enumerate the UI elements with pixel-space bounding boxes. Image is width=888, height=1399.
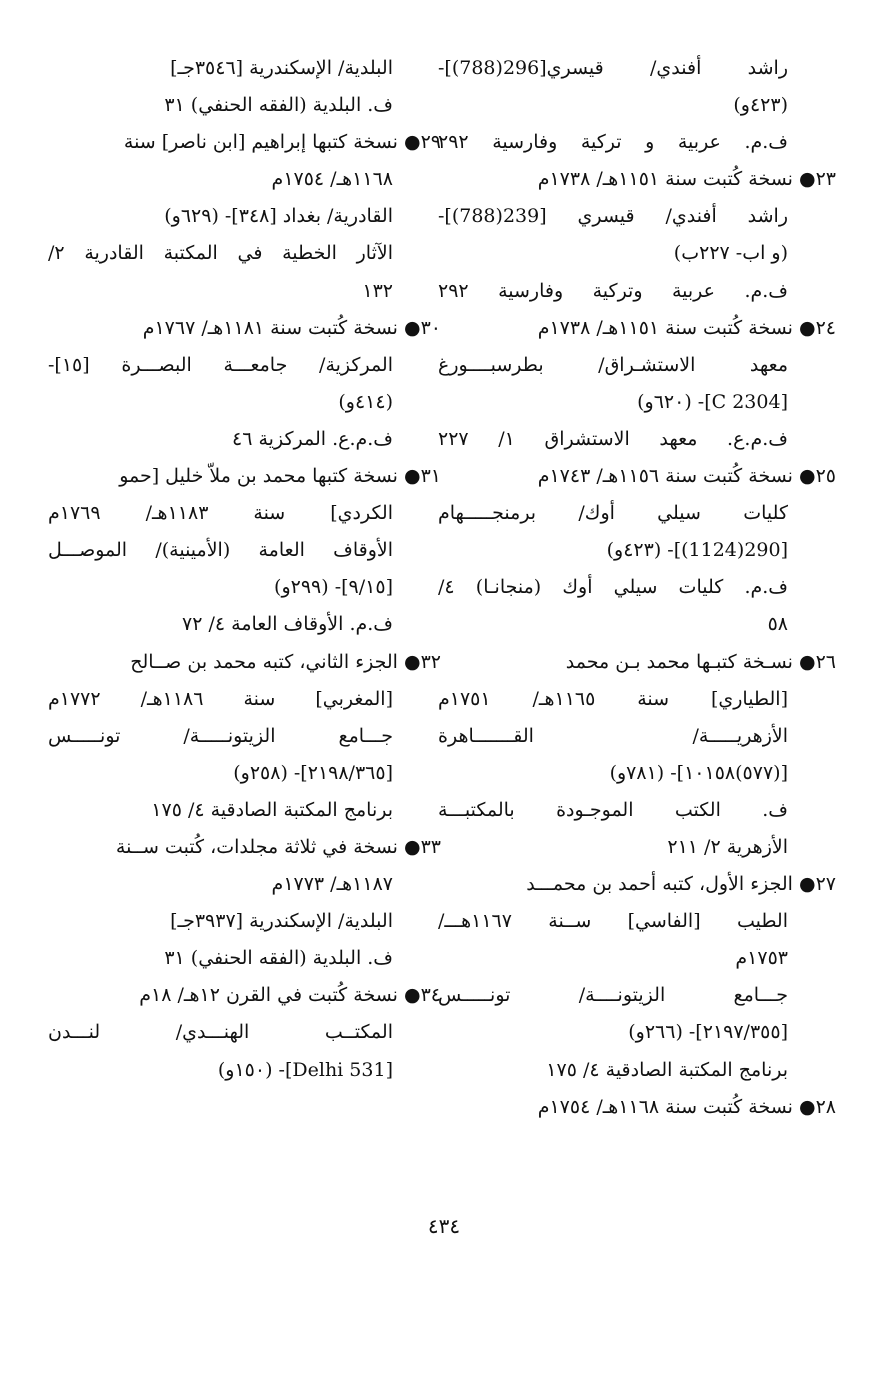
text-line: القادرية/ بغداد [٣٤٨]- (٦٢٩و) [164, 205, 393, 228]
text-line: [٢١٩٨/٣٦٥]- (٢٥٨و) [233, 761, 393, 784]
text-line: (٤١٤و) [338, 390, 393, 413]
text-line: ١١٦٨هـ/ ١٧٥٤م [271, 168, 393, 191]
text-line: [Delhi 531]- (١٥٠و) [217, 1058, 393, 1081]
text-line: جـــامع الزيتونــــة/ تونـــــس [438, 984, 788, 1007]
text-line: ٣٣● نسخة في ثلاثة مجلدات، كُتبت ســنة [115, 835, 441, 858]
text-line: البلدية/ الإسكندرية [٣٥٤٦جـ] [170, 57, 393, 79]
text-line: ٥٨ [767, 613, 788, 636]
text-line: ٢٩● نسخة كتبها إبراهيم [ابن ناصر] سنة [123, 131, 441, 154]
text-line: ف.م.ع. المركزية ٤٦ [232, 427, 393, 450]
text-line: كليات سيلي أوك/ برمنجـــــهام [438, 502, 788, 525]
text-line: البلدية/ الإسكندرية [٣٩٣٧جـ] [170, 910, 393, 933]
text-line: جـــامع الزيتونـــــة/ تونـــــس [48, 724, 393, 747]
text-line: [(٥٧٧)١٠١٥٨]- (٧٨١و) [609, 761, 788, 784]
text-line: ٢٥● نسخة كُتبت سنة ١١٥٦هـ/ ١٧٤٣م [537, 465, 836, 488]
text-line: ف.م. عربية و تركية وفارسية ٢٩٢ [438, 131, 788, 154]
text-line: ف.م. كليات سيلي أوك (منجانـا) ٤/ [438, 576, 788, 599]
text-line: [٢١٩٧/٣٥٥]- (٢٦٦و) [628, 1021, 788, 1044]
text-line: ٢٨● نسخة كُتبت سنة ١١٦٨هـ/ ١٧٥٤م [537, 1095, 836, 1118]
text-line: ٣٤● نسخة كُتبت في القرن ١٢هـ/ ١٨م [139, 984, 441, 1007]
text-line: ٢٤● نسخة كُتبت سنة ١١٥١هـ/ ١٧٣٨م [537, 316, 836, 339]
right-column [438, 50, 836, 1126]
text-line: ف.م. الأوقاف العامة ٤/ ٧٢ [182, 613, 393, 636]
text-line: ف.م. عربية وتركية وفارسية ٢٩٢ [438, 279, 788, 302]
text-line: المكتــب الهنـــدي/ لنـــدن [48, 1021, 393, 1044]
left-column [48, 50, 441, 1089]
text-line: راشد أفندي/ قيسري [239(788)]- [438, 205, 788, 228]
text-line: الأزهرية ٢/ ٢١١ [667, 835, 788, 858]
text-line: الآثار الخطية في المكتبة القادرية ٢/ [48, 242, 393, 265]
text-line: [الطياري] سنة ١١٦٥هـ/ ١٧٥١م [438, 687, 788, 710]
text-line: ٢٣● نسخة كُتبت سنة ١١٥١هـ/ ١٧٣٨م [537, 168, 836, 191]
text-line: (٤٢٣و) [733, 94, 788, 117]
text-line: ٣٠● نسخة كُتبت سنة ١١٨١هـ/ ١٧٦٧م [142, 316, 441, 339]
text-line: ف.م.ع. معهد الاستشراق ١/ ٢٢٧ [438, 427, 788, 450]
text-line: ٢٧● الجزء الأول، كتبه أحمد بن محمـــد [526, 873, 836, 896]
text-line: الأوقاف العامة (الأمينية)/ الموصـــل [48, 539, 393, 562]
text-line: [290(1124)]- (٤٢٣و) [606, 539, 788, 562]
text-line: الطيب [الفاسي] ســنة ١١٦٧هـــ/ [438, 910, 788, 933]
text-line: برنامج المكتبة الصادقية ٤/ ١٧٥ [151, 798, 393, 821]
text-line: ١٧٥٣م [735, 947, 788, 970]
text-line: ف. البلدية (الفقه الحنفي) ٣١ [164, 94, 393, 117]
text-line: معهد الاستشـراق/ بطرسبــــورغ [438, 353, 788, 376]
text-line: راشد أفندي/ قيسري[296(788)]- [438, 57, 788, 79]
page-number: ٤٣٤ [427, 1214, 461, 1238]
text-line: الأزهريـــــة/ القـــــــاهرة [438, 724, 788, 747]
text-line: [٩/١٥]- (٢٩٩و) [274, 576, 393, 599]
text-line: ف. البلدية (الفقه الحنفي) ٣١ [164, 947, 393, 970]
text-line: ١٣٢ [362, 279, 393, 302]
text-line: [C 2304]- (٦٢٠و) [637, 390, 788, 413]
text-line: (و اب- ٢٢٧ب) [673, 242, 788, 265]
text-line: برنامج المكتبة الصادقية ٤/ ١٧٥ [546, 1058, 788, 1081]
text-line: ٣٢● الجزء الثاني، كتبه محمد بن صــالح [130, 650, 441, 673]
text-line: المركزية/ جامعـــة البصـــرة [١٥]- [48, 353, 393, 376]
text-line: ف. الكتب الموجـودة بالمكتبـــة [438, 798, 788, 821]
text-line: الكردي] سنة ١١٨٣هـ/ ١٧٦٩م [48, 502, 393, 525]
text-line: ٢٦● نسـخة كتبـها محمد بـن محمد [565, 650, 836, 673]
text-line: ١١٨٧هـ/ ١٧٧٣م [271, 873, 393, 896]
text-line: [المغربي] سنة ١١٨٦هـ/ ١٧٧٢م [48, 687, 393, 710]
text-line: ٣١● نسخة كتبها محمد بن ملاّ خليل [حمو [119, 465, 441, 488]
